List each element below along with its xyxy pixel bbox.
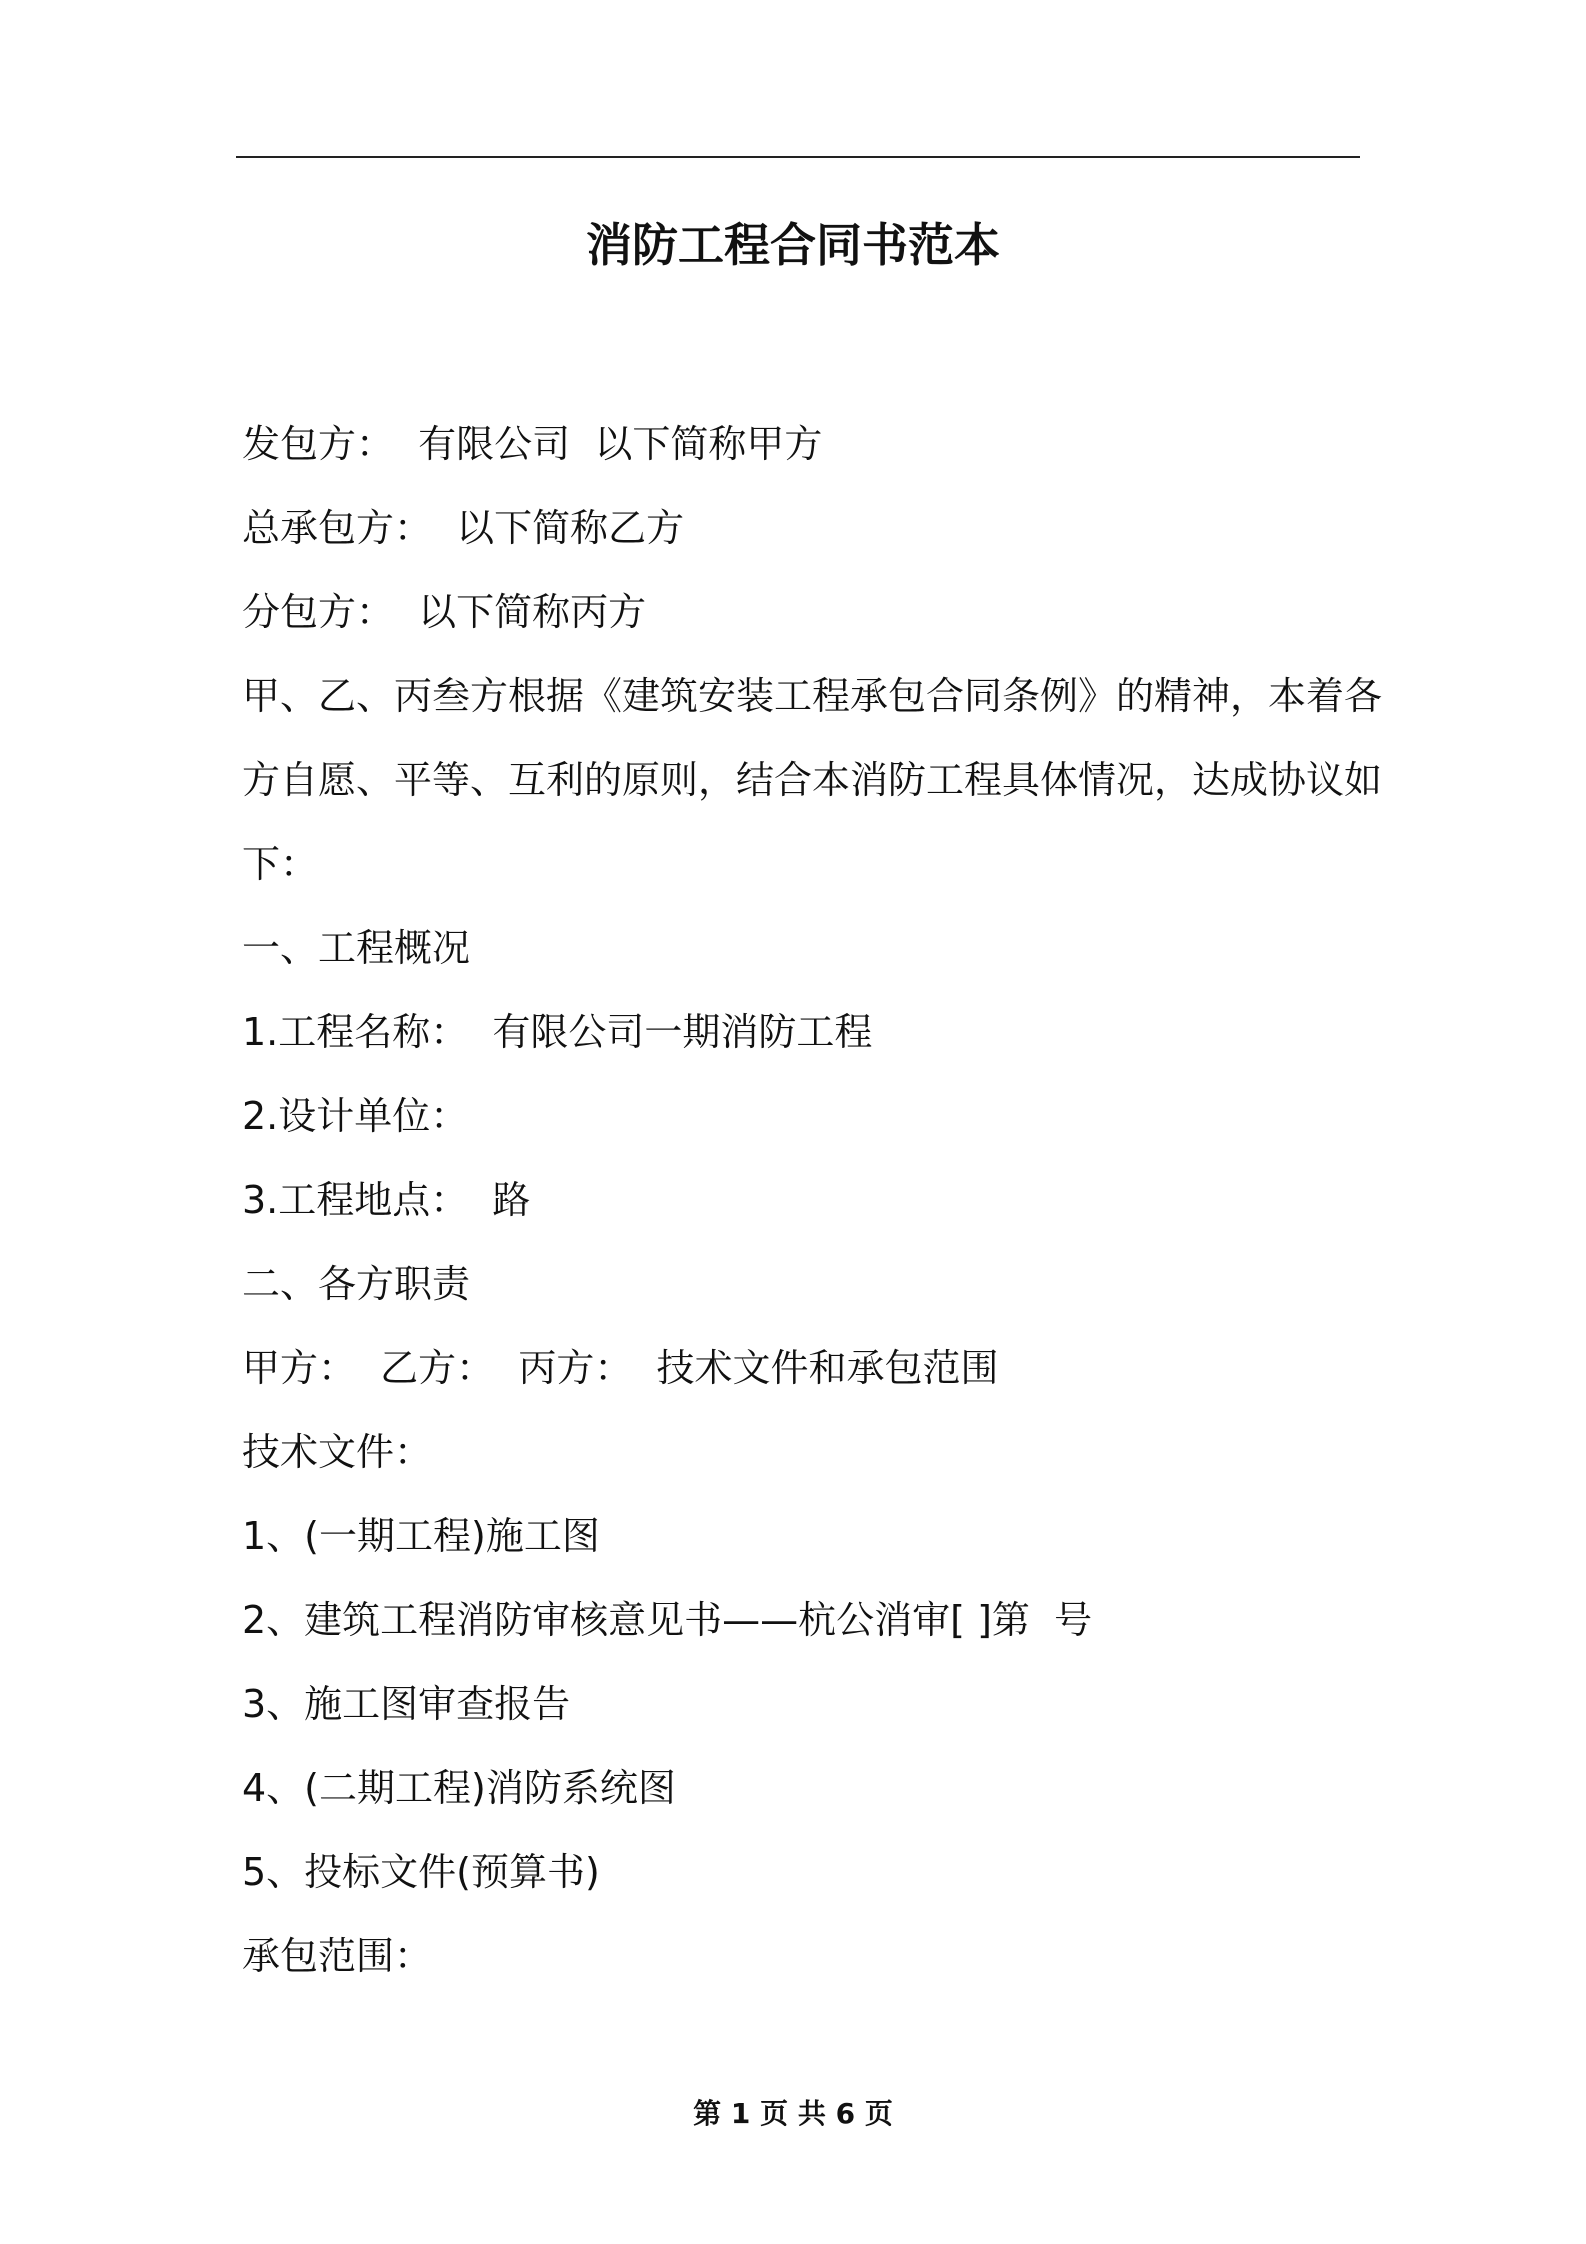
text-line: 分包方： 以下简称丙方 xyxy=(242,590,647,634)
section-heading: 一、工程概况 xyxy=(242,926,471,970)
text-line: 总承包方： 以下简称乙方 xyxy=(242,506,685,550)
text-line: 承包范围： xyxy=(242,1934,433,1978)
list-item: 1、(一期工程)施工图 xyxy=(242,1514,600,1558)
header-divider xyxy=(236,156,1360,158)
document-title: 消防工程合同书范本 xyxy=(586,218,1000,272)
page-number-footer: 第 1 页 共 6 页 xyxy=(693,2097,893,2130)
document-body xyxy=(242,402,1383,1998)
text-line: 甲、乙、丙叁方根据《建筑安装工程承包合同条例》的精神，本着各 xyxy=(242,674,1383,718)
text-line: 技术文件： xyxy=(242,1430,433,1474)
text-line: 1.工程名称： 有限公司一期消防工程 xyxy=(242,1010,873,1054)
list-item: 2、建筑工程消防审核意见书——杭公消审[ ]第 号 xyxy=(242,1598,1093,1642)
text-line: 3.工程地点： 路 xyxy=(242,1178,531,1222)
text-line: 2.设计单位： xyxy=(242,1094,469,1138)
text-line: 下： xyxy=(242,842,319,886)
list-item: 5、投标文件(预算书) xyxy=(242,1850,600,1894)
text-line: 发包方： 有限公司 以下简称甲方 xyxy=(242,422,823,466)
text-line: 甲方： 乙方： 丙方： 技术文件和承包范围 xyxy=(242,1346,999,1390)
text-line: 方自愿、平等、互利的原则，结合本消防工程具体情况，达成协议如 xyxy=(242,758,1383,802)
section-heading: 二、各方职责 xyxy=(242,1262,471,1306)
list-item: 4、(二期工程)消防系统图 xyxy=(242,1766,676,1810)
list-item: 3、施工图审查报告 xyxy=(242,1682,571,1726)
